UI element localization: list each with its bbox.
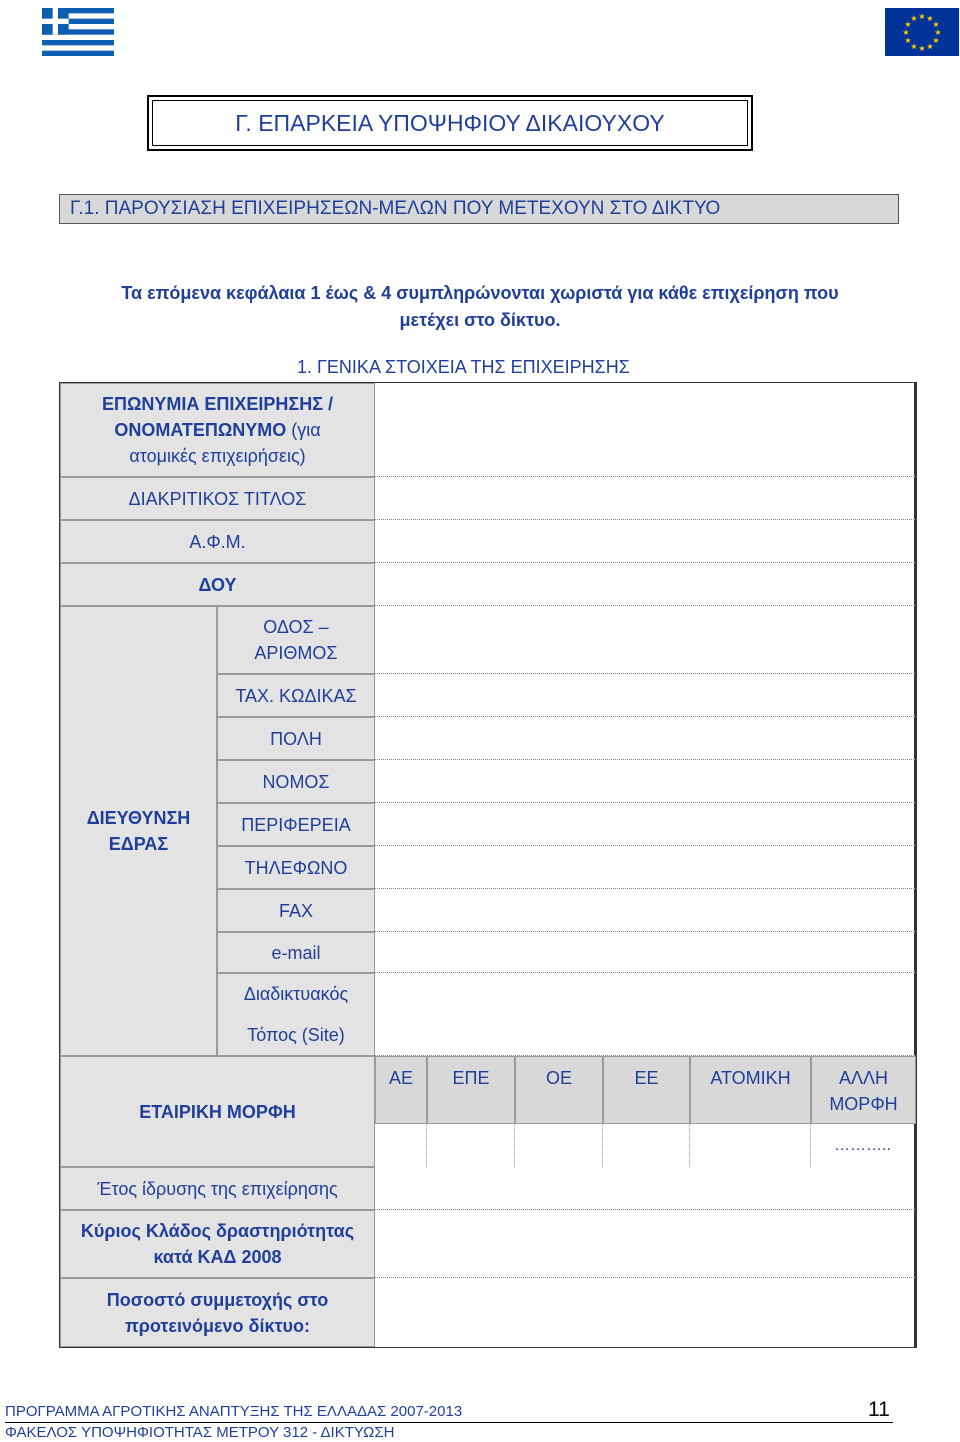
svg-text:★: ★ bbox=[932, 36, 940, 45]
postal-code-field[interactable] bbox=[375, 674, 916, 717]
website-label bbox=[217, 973, 375, 1056]
prefecture-label: ΝΟΜΟΣ bbox=[217, 760, 375, 803]
sector-label bbox=[60, 1210, 375, 1278]
instructions bbox=[60, 280, 900, 334]
legal-form-oe: ΟΕ bbox=[515, 1056, 603, 1124]
email-label: e-mail bbox=[217, 932, 375, 973]
legal-form-other-line-2: ΜΟΡΦΗ bbox=[829, 1094, 898, 1114]
legal-form-ee-check[interactable] bbox=[603, 1124, 690, 1167]
legal-form-individual: ΑΤΟΜΙΚΗ bbox=[690, 1056, 811, 1124]
greek-flag-icon bbox=[41, 8, 115, 56]
eu-flag-icon bbox=[885, 8, 959, 56]
website-label-line-1: Διαδικτυακός bbox=[243, 983, 349, 1004]
sector-field[interactable] bbox=[375, 1210, 916, 1278]
participation-field[interactable] bbox=[375, 1278, 916, 1347]
sector-label-line-2: κατά ΚΑΔ 2008 bbox=[153, 1247, 282, 1267]
legal-form-other-field[interactable] bbox=[811, 1124, 916, 1167]
afm-label: Α.Φ.Μ. bbox=[60, 520, 375, 563]
city-field[interactable] bbox=[375, 717, 916, 760]
address-group-label bbox=[60, 606, 217, 1056]
phone-label: ΤΗΛΕΦΩΝΟ bbox=[217, 846, 375, 889]
company-name-label-note: (για bbox=[286, 420, 321, 440]
founding-year-label: Έτος ίδρυσης της επιχείρησης bbox=[60, 1167, 375, 1210]
legal-form-ee: ΕΕ bbox=[603, 1056, 690, 1124]
section-title-box bbox=[147, 95, 753, 151]
legal-form-other-dots: ……….. bbox=[834, 1136, 891, 1154]
svg-text:★: ★ bbox=[902, 28, 910, 37]
street-label-line-2: ΑΡΙΘΜΟΣ bbox=[254, 643, 338, 663]
company-name-label-line-2 bbox=[114, 417, 320, 443]
region-label: ΠΕΡΙΦΕΡΕΙΑ bbox=[217, 803, 375, 846]
svg-text:★: ★ bbox=[918, 44, 926, 53]
company-name-label-line-1: ΕΠΩΝΥΜΙΑ ΕΠΙΧΕΙΡΗΣΗΣ / bbox=[101, 394, 334, 414]
address-group-label-line-2: ΕΔΡΑΣ bbox=[108, 834, 169, 854]
sector-label-line-1: Κύριος Κλάδος δραστηριότητας bbox=[80, 1221, 355, 1241]
company-name-field[interactable] bbox=[375, 383, 916, 477]
footer-divider bbox=[5, 1422, 893, 1423]
svg-text:★: ★ bbox=[934, 28, 942, 37]
participation-label-line-1: Ποσοστό συμμετοχής στο bbox=[106, 1289, 329, 1310]
company-name-label bbox=[60, 383, 375, 477]
fax-field[interactable] bbox=[375, 889, 916, 932]
footer-program: ΠΡΟΓΡΑΜΜΑ ΑΓΡΟΤΙΚΗΣ ΑΝΑΠΤΥΞΗΣ ΤΗΣ ΕΛΛΑΔΑΣ 2007-2013 bbox=[5, 1403, 463, 1420]
legal-form-other bbox=[811, 1056, 916, 1124]
founding-year-field[interactable] bbox=[375, 1167, 916, 1210]
section-title: Γ. ΕΠΑΡΚΕΙΑ ΥΠΟΨΗΦΙΟΥ ΔΙΚΑΙΟΥΧΟΥ bbox=[152, 100, 748, 146]
svg-text:★: ★ bbox=[904, 20, 912, 29]
svg-text:★: ★ bbox=[904, 36, 912, 45]
region-field[interactable] bbox=[375, 803, 916, 846]
doy-label: ΔΟΥ bbox=[60, 563, 375, 606]
fax-label: FAX bbox=[217, 889, 375, 932]
website-field[interactable] bbox=[375, 973, 916, 1056]
participation-label-line-2: προτεινόμενο δίκτυο: bbox=[124, 1315, 310, 1336]
website-label-line-2: Τόπος (Site) bbox=[247, 1024, 345, 1045]
subsection-title: Γ.1. ΠΑΡΟΥΣΙΑΣΗ ΕΠΙΧΕΙΡΗΣΕΩΝ-ΜΕΛΩΝ ΠΟΥ ΜΕΤΕΧΟΥΝ ΣΤΟ ΔΙΚΤΥΟ bbox=[59, 194, 899, 224]
legal-form-individual-check[interactable] bbox=[690, 1124, 811, 1167]
city-label: ΠΟΛΗ bbox=[217, 717, 375, 760]
street-field[interactable] bbox=[375, 606, 916, 674]
afm-field[interactable] bbox=[375, 520, 916, 563]
svg-text:★: ★ bbox=[918, 12, 926, 21]
legal-form-ae: ΑΕ bbox=[375, 1056, 427, 1124]
svg-text:★: ★ bbox=[926, 14, 934, 23]
email-field[interactable] bbox=[375, 932, 916, 973]
svg-text:★: ★ bbox=[910, 14, 918, 23]
legal-form-other-line-1: ΑΛΛΗ bbox=[838, 1068, 889, 1088]
section-1-heading: 1. ΓΕΝΙΚΑ ΣΤΟΙΧΕΙΑ ΤΗΣ ΕΠΙΧΕΙΡΗΣΗΣ bbox=[297, 357, 630, 377]
footer-file: ΦΑΚΕΛΟΣ ΥΠΟΨΗΦΙΟΤΗΤΑΣ ΜΕΤΡΟΥ 312 - ΔΙΚΤΥΩΣΗ bbox=[5, 1424, 395, 1441]
street-label bbox=[217, 606, 375, 674]
prefecture-field[interactable] bbox=[375, 760, 916, 803]
legal-form-epe-check[interactable] bbox=[427, 1124, 515, 1167]
doy-field[interactable] bbox=[375, 563, 916, 606]
page-number: 11 bbox=[868, 1398, 890, 1421]
company-name-label-line-3: ατομικές επιχειρήσεις) bbox=[129, 446, 306, 466]
company-name-label-fullname: ΟΝΟΜΑΤΕΠΩΝΥΜΟ bbox=[114, 420, 287, 440]
legal-form-oe-check[interactable] bbox=[515, 1124, 603, 1167]
participation-label bbox=[60, 1278, 375, 1347]
svg-text:★: ★ bbox=[910, 42, 918, 51]
legal-form-epe: ΕΠΕ bbox=[427, 1056, 515, 1124]
address-group-label-line-1: ΔΙΕΥΘΥΝΣΗ bbox=[86, 808, 191, 828]
distinctive-title-label: ΔΙΑΚΡΙΤΙΚΟΣ ΤΙΤΛΟΣ bbox=[60, 477, 375, 520]
instructions-line-2: μετέχει στο δίκτυο. bbox=[399, 310, 561, 330]
legal-form-ae-check[interactable] bbox=[375, 1124, 427, 1167]
svg-text:★: ★ bbox=[926, 42, 934, 51]
instructions-line-1: Τα επόμενα κεφάλαια 1 έως & 4 συμπληρώνονται χωριστά για κάθε επιχείρηση που bbox=[121, 283, 839, 303]
legal-form-label: ΕΤΑΙΡΙΚΗ ΜΟΡΦΗ bbox=[60, 1056, 375, 1167]
distinctive-title-field[interactable] bbox=[375, 477, 916, 520]
phone-field[interactable] bbox=[375, 846, 916, 889]
postal-code-label: ΤΑΧ. ΚΩΔΙΚΑΣ bbox=[217, 674, 375, 717]
street-label-line-1: ΟΔΟΣ – bbox=[263, 617, 329, 637]
svg-text:★: ★ bbox=[932, 20, 940, 29]
